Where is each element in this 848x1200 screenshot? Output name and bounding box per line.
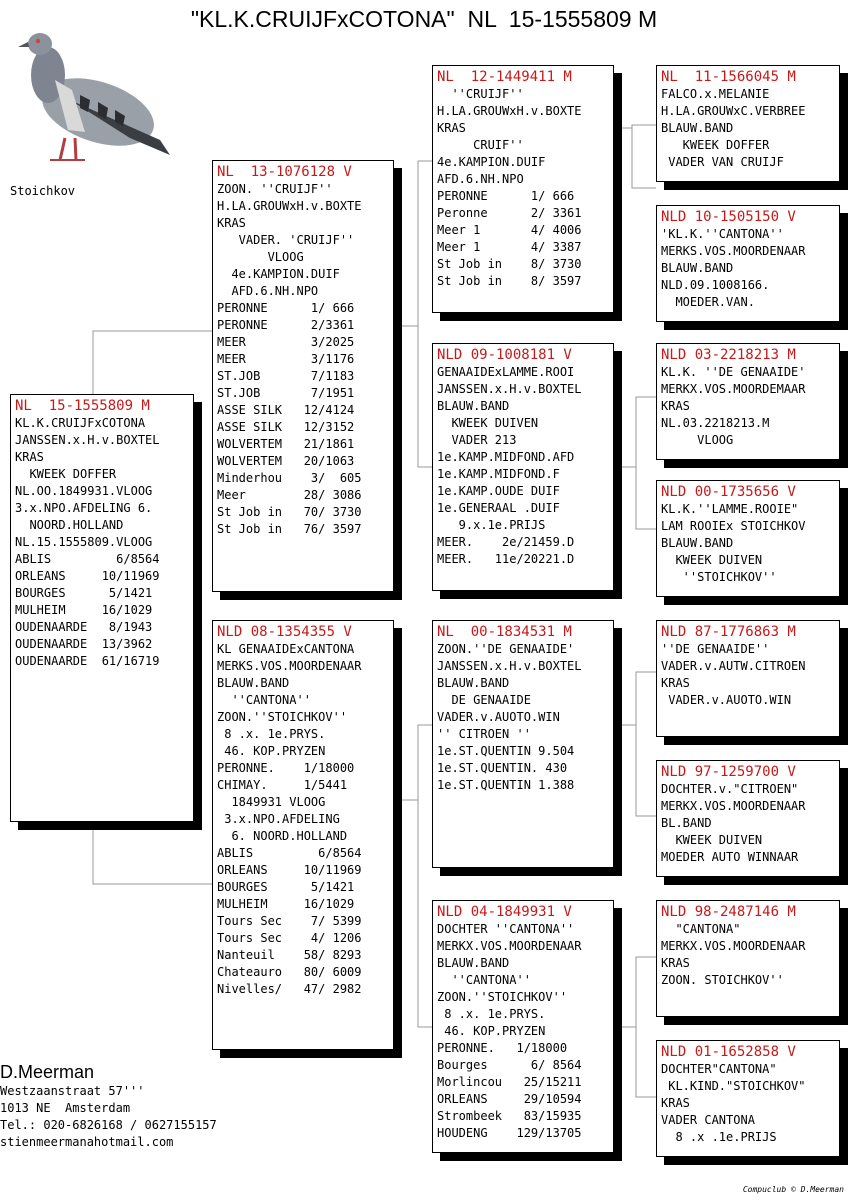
- card-great-grandparent-4: NLD 00-1735656 V KL.K.''LAMME.ROOIE" LAM ROOIEx STOICHKOV BLAUW.BAND KWEEK DUIVEN ''STOICHKOV'': [656, 480, 840, 597]
- card-dam: NLD 08-1354355 V KL GENAAIDExCANTONA MERKS.VOS.MOORDENAAR BLAUW.BAND ''CANTONA'' ZOON.''STOICHKOV'' 8 .x. 1e.PRYS. 46. KOP.PRYZEN PERONNE. 1/18000 CHIMAY. 1/5441 1849931 VLOOG 3.x.NPO.AFDELING 6. NOORD.HOLLAND ABLIS 6/8564 ORLEANS 10/11969 BOURGES 5/1421 MULHEIM 16/1029 Tours Sec 7/ 5399 Tours Sec 4/ 1206 Nanteuil 58/ 8293 Chateauro 80/ 6009 Nivelles/ 47/ 2982: [212, 620, 394, 1050]
- card-great-grandparent-3: NLD 03-2218213 M KL.K. ''DE GENAAIDE' MERKX.VOS.MOORDEMAAR KRAS NL.03.2218213.M VLOOG: [656, 343, 840, 460]
- ring-number: NLD 03-2218213 M: [661, 347, 796, 363]
- ring-number: NLD 87-1776863 M: [661, 624, 796, 640]
- ring-number: NLD 04-1849931 V: [437, 904, 572, 920]
- ring-number: NL 11-1566045 M: [661, 69, 796, 85]
- page-title: "KL.K.CRUIJFxCOTONA" NL 15-1555809 M: [190, 6, 658, 32]
- ring-number: NLD 01-1652858 V: [661, 1044, 796, 1060]
- ring-number: NLD 08-1354355 V: [217, 624, 352, 640]
- ring-number: NLD 10-1505150 V: [661, 209, 796, 225]
- owner-name: D.Meerman: [0, 1062, 95, 1082]
- card-great-grandparent-5: NLD 87-1776863 M ''DE GENAAIDE'' VADER.v.AUTW.CITROEN KRAS VADER.v.AUOTO.WIN: [656, 620, 840, 737]
- footer-credit: Compuclub © D.Meerman: [742, 1185, 844, 1194]
- card-great-grandparent-8: NLD 01-1652858 V DOCHTER"CANTONA" KL.KIND."STOICHKOV" KRAS VADER CANTONA 8 .x .1e.PRIJS: [656, 1040, 840, 1157]
- card-grandparent-1: NL 12-1449411 M ''CRUIJF'' H.LA.GROUWxH.v.BOXTE KRAS CRUIF'' 4e.KAMPION.DUIF AFD.6.NH.NPO PERONNE 1/ 666 Peronne 2/ 3361 Meer 1 4/ 4006 Meer 1 4/ 3387 St Job in 8/ 3730 St Job in 8/ 3597: [432, 65, 614, 313]
- owner-phone: Tel.: 020-6826168 / 0627155157: [0, 1118, 217, 1132]
- card-sire: NL 13-1076128 V ZOON. ''CRUIJF'' H.LA.GROUWxH.v.BOXTE KRAS VADER. 'CRUIJF'' VLOOG 4e.KAMPION.DUIF AFD.6.NH.NPO PERONNE 1/ 666 PERONNE 2/3361 MEER 3/2025 MEER 3/1176 ST.JOB 7/1183 ST.JOB 7/1951 ASSE SILK 12/4124 ASSE SILK 12/3152 WOLVERTEM 21/1861 WOLVERTEM 20/1063 Minderhou 3/ 605 Meer 28/ 3086 St Job in 70/ 3730 St Job in 76/ 3597: [212, 160, 394, 592]
- card-grandparent-2: NLD 09-1008181 V GENAAIDExLAMME.ROOI JANSSEN.x.H.v.BOXTEL BLAUW.BAND KWEEK DUIVEN VADER 213 1e.KAMP.MIDFOND.AFD 1e.KAMP.MIDFOND.F 1e.KAMP.OUDE DUIF 1e.GENERAAL .DUIF 9.x.1e.PRIJS MEER. 2e/21459.D MEER. 11e/20221.D: [432, 343, 614, 591]
- owner-address: Westzaanstraat 57''': [0, 1084, 145, 1098]
- card-subject: NL 15-1555809 M KL.K.CRUIJFxCOTONA JANSSEN.x.H.v.BOXTEL KRAS KWEEK DOFFER NL.OO.1849931.VLOOG 3.x.NPO.AFDELING 6. NOORD.HOLLAND NL.15.1555809.VLOOG ABLIS 6/8564 ORLEANS 10/11969 BOURGES 5/1421 MULHEIM 16/1029 OUDENAARDE 8/1943 OUDENAARDE 13/3962 OUDENAARDE 61/16719: [10, 394, 194, 822]
- card-great-grandparent-7: NLD 98-2487146 M "CANTONA" MERKX.VOS.MOORDENAAR KRAS ZOON. STOICHKOV'': [656, 900, 840, 1017]
- owner-info: [0, 1062, 217, 1151]
- owner-city: 1013 NE Amsterdam: [0, 1101, 131, 1115]
- card-great-grandparent-6: NLD 97-1259700 V DOCHTER.v."CITROEN" MERKX.VOS.MOORDENAAR BL.BAND KWEEK DUIVEN MOEDER AUTO WINNAAR: [656, 760, 840, 877]
- ring-number: NLD 98-2487146 M: [661, 904, 796, 920]
- card-grandparent-4: NLD 04-1849931 V DOCHTER ''CANTONA'' MERKX.VOS.MOORDENAAR BLAUW.BAND ''CANTONA'' ZOON.''STOICHKOV'' 8 .x. 1e.PRYS. 46. KOP.PRYZEN PERONNE. 1/18000 Bourges 6/ 8564 Morlincou 25/15211 ORLEANS 29/10594 Strombeek 83/15935 HOUDENG 129/13705: [432, 900, 614, 1153]
- ring-number: NL 12-1449411 M: [437, 69, 572, 85]
- card-great-grandparent-2: NLD 10-1505150 V 'KL.K.''CANTONA'' MERKS.VOS.MOORDENAAR BLAUW.BAND NLD.09.1008166. MOEDER.VAN.: [656, 205, 840, 322]
- card-grandparent-3: NL 00-1834531 M ZOON.''DE GENAAIDE' JANSSEN.x.H.v.BOXTEL BLAUW.BAND DE GENAAIDE VADER.v.AUOTO.WIN '' CITROEN '' 1e.ST.QUENTIN 9.504 1e.ST.QUENTIN. 430 1e.ST.QUENTIN 1.388: [432, 620, 614, 868]
- ring-number: NLD 00-1735656 V: [661, 484, 796, 500]
- ring-number: NL 15-1555809 M: [15, 398, 150, 414]
- ring-number: NLD 09-1008181 V: [437, 347, 572, 363]
- owner-email: stienmeermanahotmail.com: [0, 1135, 174, 1149]
- ring-number: NLD 97-1259700 V: [661, 764, 796, 780]
- ring-number: NL 13-1076128 V: [217, 164, 352, 180]
- ring-number: NL 00-1834531 M: [437, 624, 572, 640]
- card-great-grandparent-1: NL 11-1566045 M FALCO.x.MELANIE H.LA.GROUWxC.VERBREE BLAUW.BAND KWEEK DOFFER VADER VAN CRUIJF: [656, 65, 840, 182]
- bird-caption: Stoichkov: [10, 184, 76, 198]
